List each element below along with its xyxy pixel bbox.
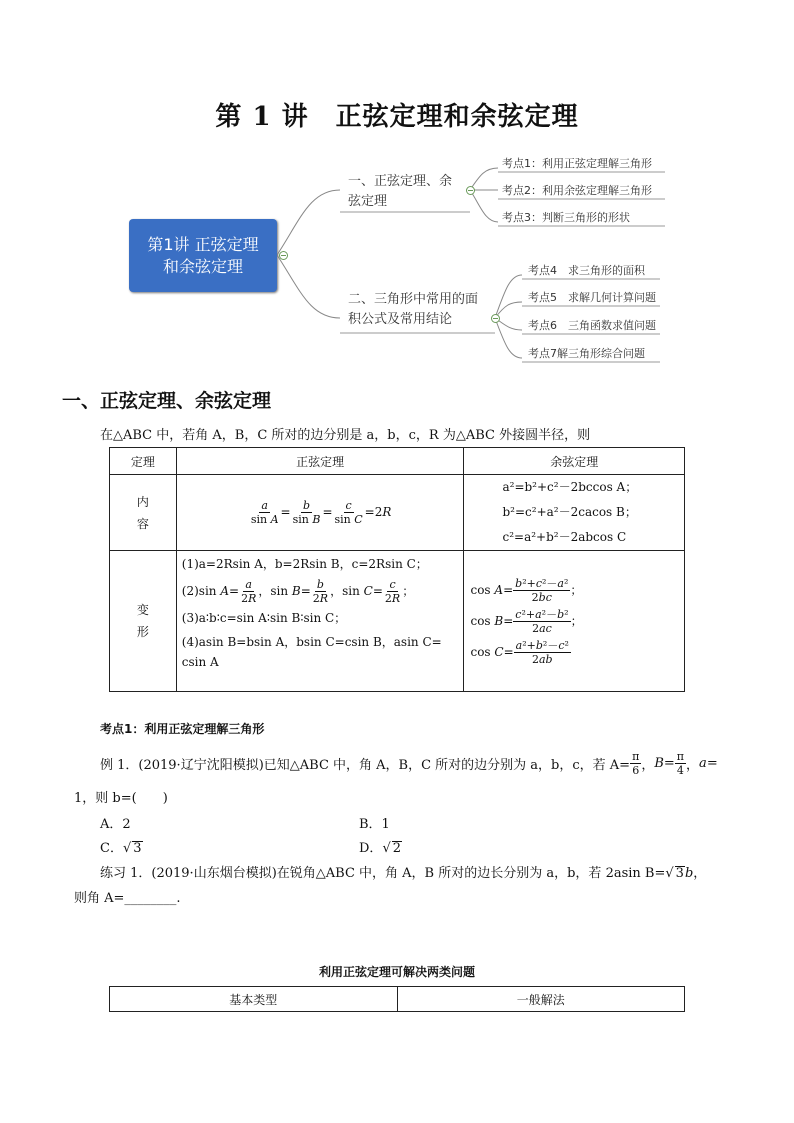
variant-4: (4)asin B=bsin A，bsin C=csin B，asin C= [181,635,442,649]
table-header: 一般解法 [397,987,685,1012]
row-label: 变形 [136,603,149,639]
collapse-icon[interactable] [491,314,500,323]
mind-map-leaf: 考点4 求三角形的面积 [528,264,645,277]
section-heading: 一、正弦定理、余弦定理 [62,390,272,412]
cosine-law-formulas [464,475,685,551]
practice-1-line1: 练习 1．(2019·山东烟台模拟)在锐角△ABC 中，角 A，B 所对的边长分别为 a，b，若 2asin B=√ 3b， [100,866,707,881]
collapse-icon[interactable] [466,186,475,195]
mind-map-leaf: 考点1：利用正弦定理解三角形 [502,157,652,170]
mind-map-leaf: 考点6 三角函数求值问题 [528,319,656,332]
variant-2: (2)sin A = $\frac{a}{2R}$ ，sin B = $\frac{b}{2R}$ ，sin C = $\frac{c}{2R}$ ； [181,577,415,605]
table-header: 定理 [110,448,177,475]
option-a: A．2 [100,817,131,832]
table-header: 基本类型 [110,987,398,1012]
intro-text: 在△ABC 中，若角 A，B，C 所对的边分别是 a，b，c，R 为△ABC 外接圆半径，则 [100,428,591,443]
cosine-law-c: c²=a²+b²－2abcos C [502,530,627,544]
option-b: B．1 [359,817,390,832]
mind-map-root: 第1讲 正弦定理和余弦定理 [129,219,277,292]
mind-map-leaf: 考点2：利用余弦定理解三角形 [502,184,652,197]
method-table [109,986,685,1012]
table-caption: 利用正弦定理可解决两类问题 [318,965,475,979]
sine-law-variants [176,551,464,692]
variant-3: (3)a∶b∶c=sin A∶sin B∶sin C； [181,611,347,625]
sine-law-formula: $\frac{a}{\text{sin A}}$ = $\frac{b}{\text{sin B}}$ = $\frac{c}{\text{sin C}}$ =2R [176,475,464,551]
theorem-table [109,447,685,692]
example-1-line2: 1，则 b=( ) [74,791,168,806]
cosine-law-a: a²=b²+c²－2bccos A； [502,480,638,494]
mind-map-leaf: 考点3：判断三角形的形状 [502,211,630,224]
row-label: 内容 [136,494,149,531]
cosine-law-b: b²=c²+a²－2cacos B； [502,505,637,519]
example-1-line1: 例 1．(2019·辽宁沈阳模拟)已知△ABC 中，角 A，B，C 所对的边分别为 a，b，c，若 A= $\frac{\pi}{6}$ ， B = $\frac{\pi}{4}$ ， a = [100,750,718,777]
table-header: 正弦定理 [176,448,464,475]
cosine-law-variants: cos A= $\frac{\text{b²+c²－a²}}{2bc}$ ； cos B= $\frac{\text{c²+a²－b²}}{2ac}$ ； cos C= $\frac{\text{a²+b²－c²}}{2ab}$ [464,551,685,692]
collapse-icon[interactable] [279,251,288,260]
practice-1-line2: 则角 A=________. [74,891,181,906]
mind-map-leaf: 考点7解三角形综合问题 [528,347,645,360]
option-d: D．√ 2 [359,841,402,856]
mind-map-leaf: 考点5 求解几何计算问题 [528,291,656,304]
kaodian-label: 考点1：利用正弦定理解三角形 [100,722,265,736]
variant-4-cont: csin A [181,655,219,669]
table-header: 余弦定理 [464,448,685,475]
option-c: C．√ 3 [100,841,142,856]
variant-1: (1)a=2Rsin A，b=2Rsin B，c=2Rsin C； [181,557,428,571]
mind-map-branch-1: 一、正弦定理、余弦定理 [348,174,453,209]
mind-map-branch-2: 二、三角形中常用的面积公式及常用结论 [348,292,479,327]
page-title: 第 1 讲 正弦定理和余弦定理 [215,102,579,132]
